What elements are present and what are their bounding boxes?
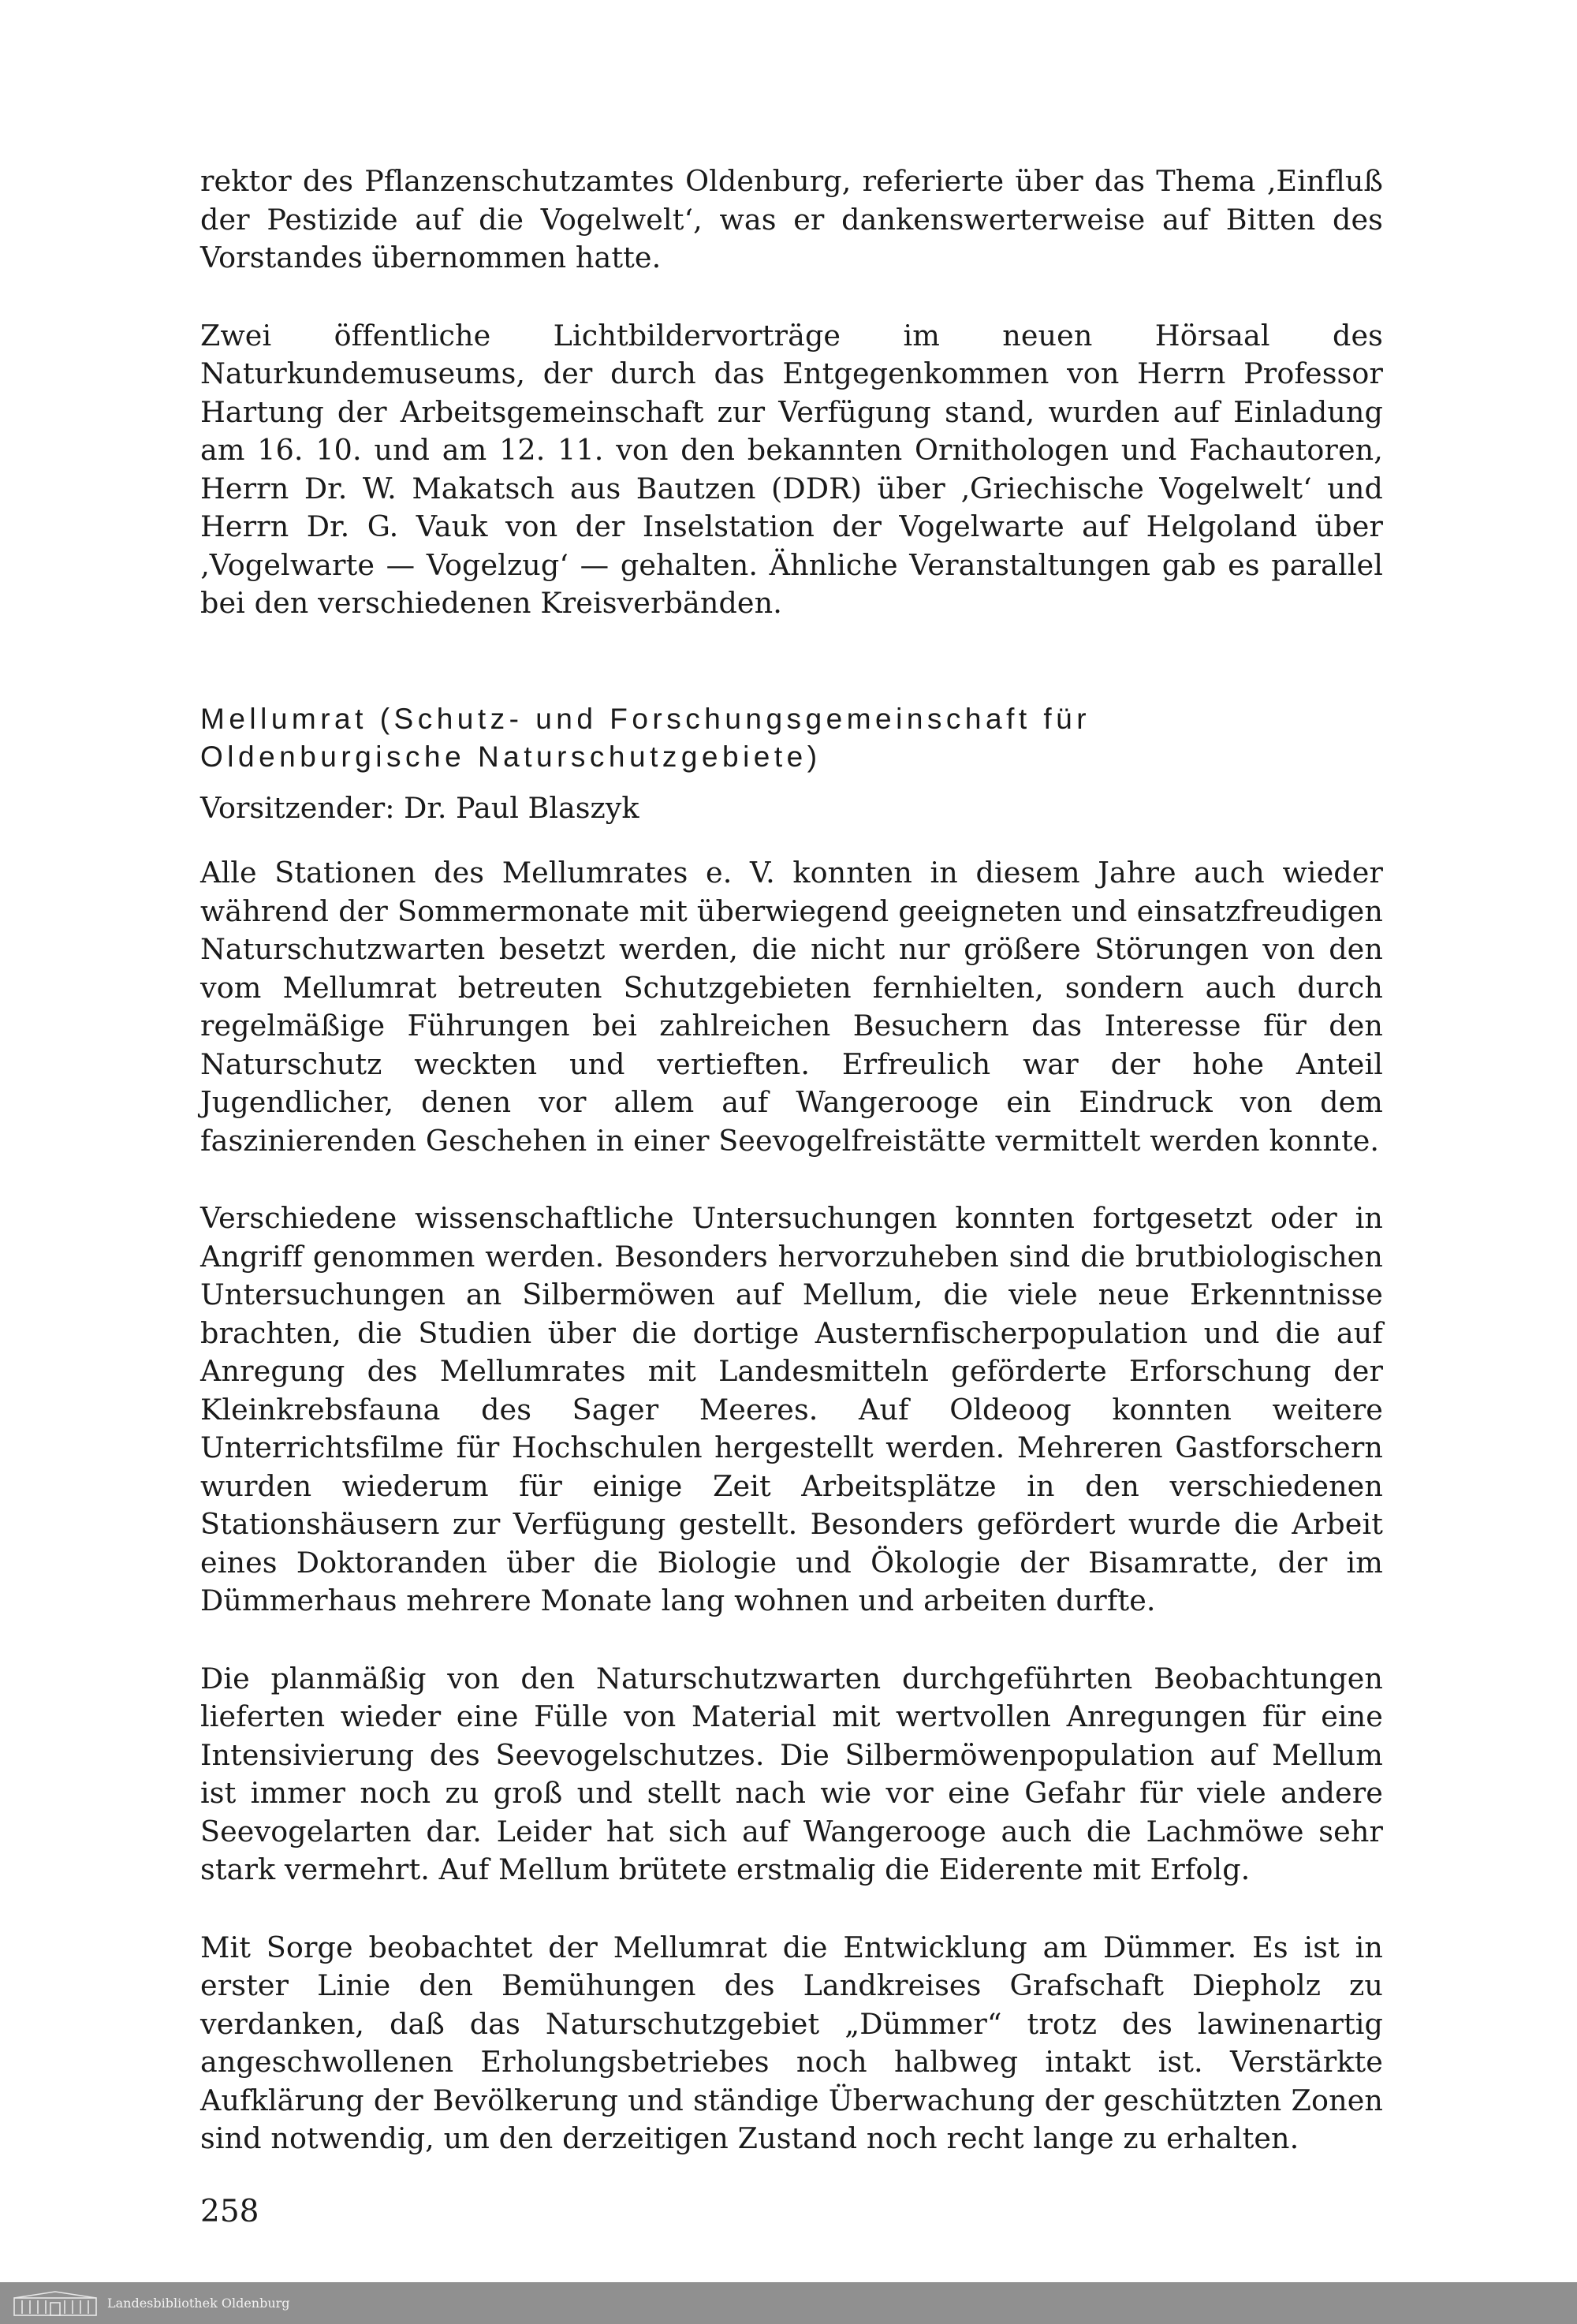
footer-library-name: Landesbibliothek Oldenburg bbox=[107, 2296, 290, 2311]
section-heading bbox=[200, 700, 1383, 777]
paragraph-intro-1: rektor des Pflanzenschutzamtes Oldenburg, referierte über das Thema ‚Einfluß der Pestizide auf die Vogelwelt‘, was er dankenswerterweise auf Bitten des Vorstandes übernommen hatte. bbox=[200, 164, 1383, 274]
page-content bbox=[200, 162, 1383, 2233]
page-number: 258 bbox=[200, 2193, 259, 2229]
section-chair: Vorsitzender: Dr. Paul Blaszyk bbox=[200, 790, 639, 825]
library-building-icon bbox=[13, 2290, 98, 2317]
paragraph-main-2: Verschiedene wissenschaftliche Untersuchungen konnten fortgesetzt oder in Angriff genommen werden. Besonders hervorzuheben sind die brutbiologischen Untersuchungen an Silbermöwen auf Mellum, die viele neue Erkenntnisse brachten, die Studien über die dortige Austernfischerpopulation und die auf Anregung des Mellumrates mit Landesmitteln geförderte Erforschung der Kleinkrebsfauna des Sager Meeres. Auf Oldeoog konnten weitere Unterrichtsfilme für Hochschulen hergestellt werden. Mehreren Gastforschern wurden wiederum für einige Zeit Arbeitsplätze in den verschiedenen Stationshäusern zur Verfügung gestellt. Besonders gefördert wurde die Arbeit eines Doktoranden über die Biologie und Ökologie der Bisamratte, der im Dümmerhaus mehrere Monate lang wohnen und arbeiten durfte. bbox=[200, 1201, 1383, 1617]
footer-bar bbox=[0, 2282, 1577, 2324]
section-heading-line-2: Oldenburgische Naturschutzgebiete) bbox=[200, 740, 822, 773]
paragraph-main-1: Alle Stationen des Mellumrates e. V. konnten in diesem Jahre auch wieder während der Sommermonate mit überwiegend geeigneten und einsatzfreudigen Naturschutzwarten besetzt werden, die nicht nur größere Störungen von den vom Mellumrat betreuten Schutzgebieten fernhielten, sondern auch durch regelmäßige Führungen bei zahlreichen Besuchern das Interesse für den Naturschutz weckten und vertieften. Erfreulich war der hohe Anteil Jugendlicher, denen vor allem auf Wangerooge ein Eindruck von dem faszinierenden Geschehen in einer Seevogelfreistätte vermittelt werden konnte. bbox=[200, 856, 1383, 1158]
paragraph-main-3: Die planmäßig von den Naturschutzwarten durchgeführten Beobachtungen lieferten wieder eine Fülle von Material mit wertvollen Anregungen für eine Intensivierung des Seevogelschutzes. Die Silbermöwenpopulation auf Mellum ist immer noch zu groß und stellt nach wie vor eine Gefahr für viele andere Seevogelarten dar. Leider hat sich auf Wangerooge auch die Lachmöwe sehr stark vermehrt. Auf Mellum brütete erstmalig die Eiderente mit Erfolg. bbox=[200, 1661, 1383, 1886]
paragraph-intro-2: Zwei öffentliche Lichtbildervorträge im neuen Hörsaal des Naturkundemuseums, der durch das Entgegenkommen von Herrn Professor Hartung der Arbeitsgemeinschaft zur Verfügung stand, wurden auf Einladung am 16. 10. und am 12. 11. von den bekannten Ornithologen und Fachautoren, Herrn Dr. W. Makatsch aus Bautzen (DDR) über ‚Griechische Vogelwelt‘ und Herrn Dr. G. Vauk von der Inselstation der Vogelwarte auf Helgoland über ‚Vogelwarte — Vogelzug‘ — gehalten. Ähnliche Veranstaltungen gab es parallel bei den verschiedenen Kreisverbänden. bbox=[200, 318, 1383, 620]
section-heading-line-1: Mellumrat (Schutz- und Forschungsgemeinschaft für bbox=[200, 702, 1091, 735]
paragraph-main-4: Mit Sorge beobachtet der Mellumrat die Entwicklung am Dümmer. Es ist in erster Linie den Bemühungen des Landkreises Grafschaft Diepholz zu verdanken, daß das Naturschutzgebiet „Dümmer“ trotz des lawinenartig angeschwollenen Erholungsbetriebes noch halbweg intakt ist. Verstärkte Aufklärung der Bevölkerung und ständige Überwachung der geschützten Zonen sind notwendig, um den derzeitigen Zustand noch recht lange zu erhalten. bbox=[200, 1930, 1383, 2155]
